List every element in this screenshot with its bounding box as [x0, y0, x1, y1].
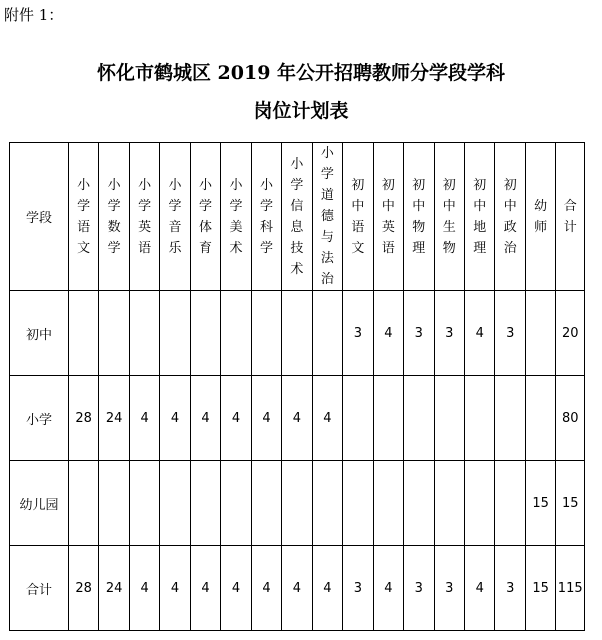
document-subtitle: 岗位计划表 [253, 100, 349, 122]
table-cell: 24 [99, 376, 129, 461]
header-subject: 初中英语 [373, 143, 403, 291]
table-cell: 4 [465, 291, 495, 376]
table-cell [190, 461, 220, 546]
table-cell: 4 [129, 376, 159, 461]
row-label: 初中 [10, 291, 69, 376]
header-subject: 小学数学 [99, 143, 129, 291]
row-label: 幼儿园 [10, 461, 69, 546]
table-cell: 3 [343, 546, 373, 631]
table-cell: 4 [312, 546, 342, 631]
table-cell [343, 376, 373, 461]
table-cell [160, 291, 190, 376]
table-cell [68, 461, 98, 546]
table-cell: 4 [251, 546, 281, 631]
table-cell [373, 461, 403, 546]
table-cell [251, 291, 281, 376]
table-cell [434, 461, 464, 546]
header-row [10, 143, 585, 291]
table-cell: 4 [312, 376, 342, 461]
table-cell: 3 [343, 291, 373, 376]
table-cell [495, 376, 525, 461]
table-cell [282, 291, 312, 376]
table-cell: 4 [160, 376, 190, 461]
table-row [10, 546, 585, 631]
table-cell: 15 [525, 546, 555, 631]
table-cell: 3 [434, 291, 464, 376]
header-subject: 初中地理 [465, 143, 495, 291]
table-cell: 4 [160, 546, 190, 631]
table-cell [525, 291, 555, 376]
table-cell [190, 291, 220, 376]
header-subject: 小学体育 [190, 143, 220, 291]
table-cell: 115 [556, 546, 585, 631]
header-stage: 学段 [10, 143, 69, 291]
table-cell [221, 291, 251, 376]
table-cell [404, 461, 434, 546]
attachment-label: 附件 1： [4, 6, 64, 24]
table-cell: 4 [190, 546, 220, 631]
plan-table [9, 142, 585, 631]
header-subject: 小学英语 [129, 143, 159, 291]
table-cell [99, 291, 129, 376]
table-cell: 4 [282, 376, 312, 461]
table-cell: 4 [282, 546, 312, 631]
table-cell [312, 461, 342, 546]
header-subject: 小学信息技术 [282, 143, 312, 291]
table-cell: 15 [525, 461, 555, 546]
header-subject: 小学音乐 [160, 143, 190, 291]
row-label: 小学 [10, 376, 69, 461]
header-subject: 小学科学 [251, 143, 281, 291]
header-subject: 小学语文 [68, 143, 98, 291]
table-cell: 4 [221, 376, 251, 461]
table-cell [343, 461, 373, 546]
table-cell: 15 [556, 461, 585, 546]
table-cell [434, 376, 464, 461]
table-cell: 28 [68, 376, 98, 461]
table-cell [129, 291, 159, 376]
table-cell [129, 461, 159, 546]
table-row [10, 376, 585, 461]
table-cell [495, 461, 525, 546]
table-cell: 3 [495, 546, 525, 631]
header-subject: 幼师 [525, 143, 555, 291]
table-cell [68, 291, 98, 376]
document-title: 怀化市鹤城区 2019 年公开招聘教师分学段学科 [96, 62, 506, 84]
table-cell [282, 461, 312, 546]
header-subject: 初中政治 [495, 143, 525, 291]
table-cell: 3 [434, 546, 464, 631]
table-cell: 3 [495, 291, 525, 376]
table-cell [525, 376, 555, 461]
table-row [10, 291, 585, 376]
table-cell: 80 [556, 376, 585, 461]
header-subject: 合计 [556, 143, 585, 291]
plan-table-body [10, 143, 585, 631]
table-cell [221, 461, 251, 546]
table-cell: 4 [221, 546, 251, 631]
table-cell: 3 [404, 291, 434, 376]
table-cell: 4 [465, 546, 495, 631]
table-cell [404, 376, 434, 461]
header-subject: 初中生物 [434, 143, 464, 291]
table-cell [465, 376, 495, 461]
table-cell: 24 [99, 546, 129, 631]
table-cell: 4 [190, 376, 220, 461]
table-cell: 4 [373, 546, 403, 631]
header-subject: 初中物理 [404, 143, 434, 291]
table-row [10, 461, 585, 546]
table-cell [312, 291, 342, 376]
table-cell: 20 [556, 291, 585, 376]
table-cell: 4 [129, 546, 159, 631]
table-cell [160, 461, 190, 546]
table-cell [99, 461, 129, 546]
row-label: 合计 [10, 546, 69, 631]
table-cell: 4 [251, 376, 281, 461]
table-cell: 4 [373, 291, 403, 376]
header-subject: 小学美术 [221, 143, 251, 291]
table-cell [373, 376, 403, 461]
header-subject: 小学道德与法治 [312, 143, 342, 291]
table-cell: 28 [68, 546, 98, 631]
table-cell [251, 461, 281, 546]
header-subject: 初中语文 [343, 143, 373, 291]
table-cell [465, 461, 495, 546]
table-cell: 3 [404, 546, 434, 631]
